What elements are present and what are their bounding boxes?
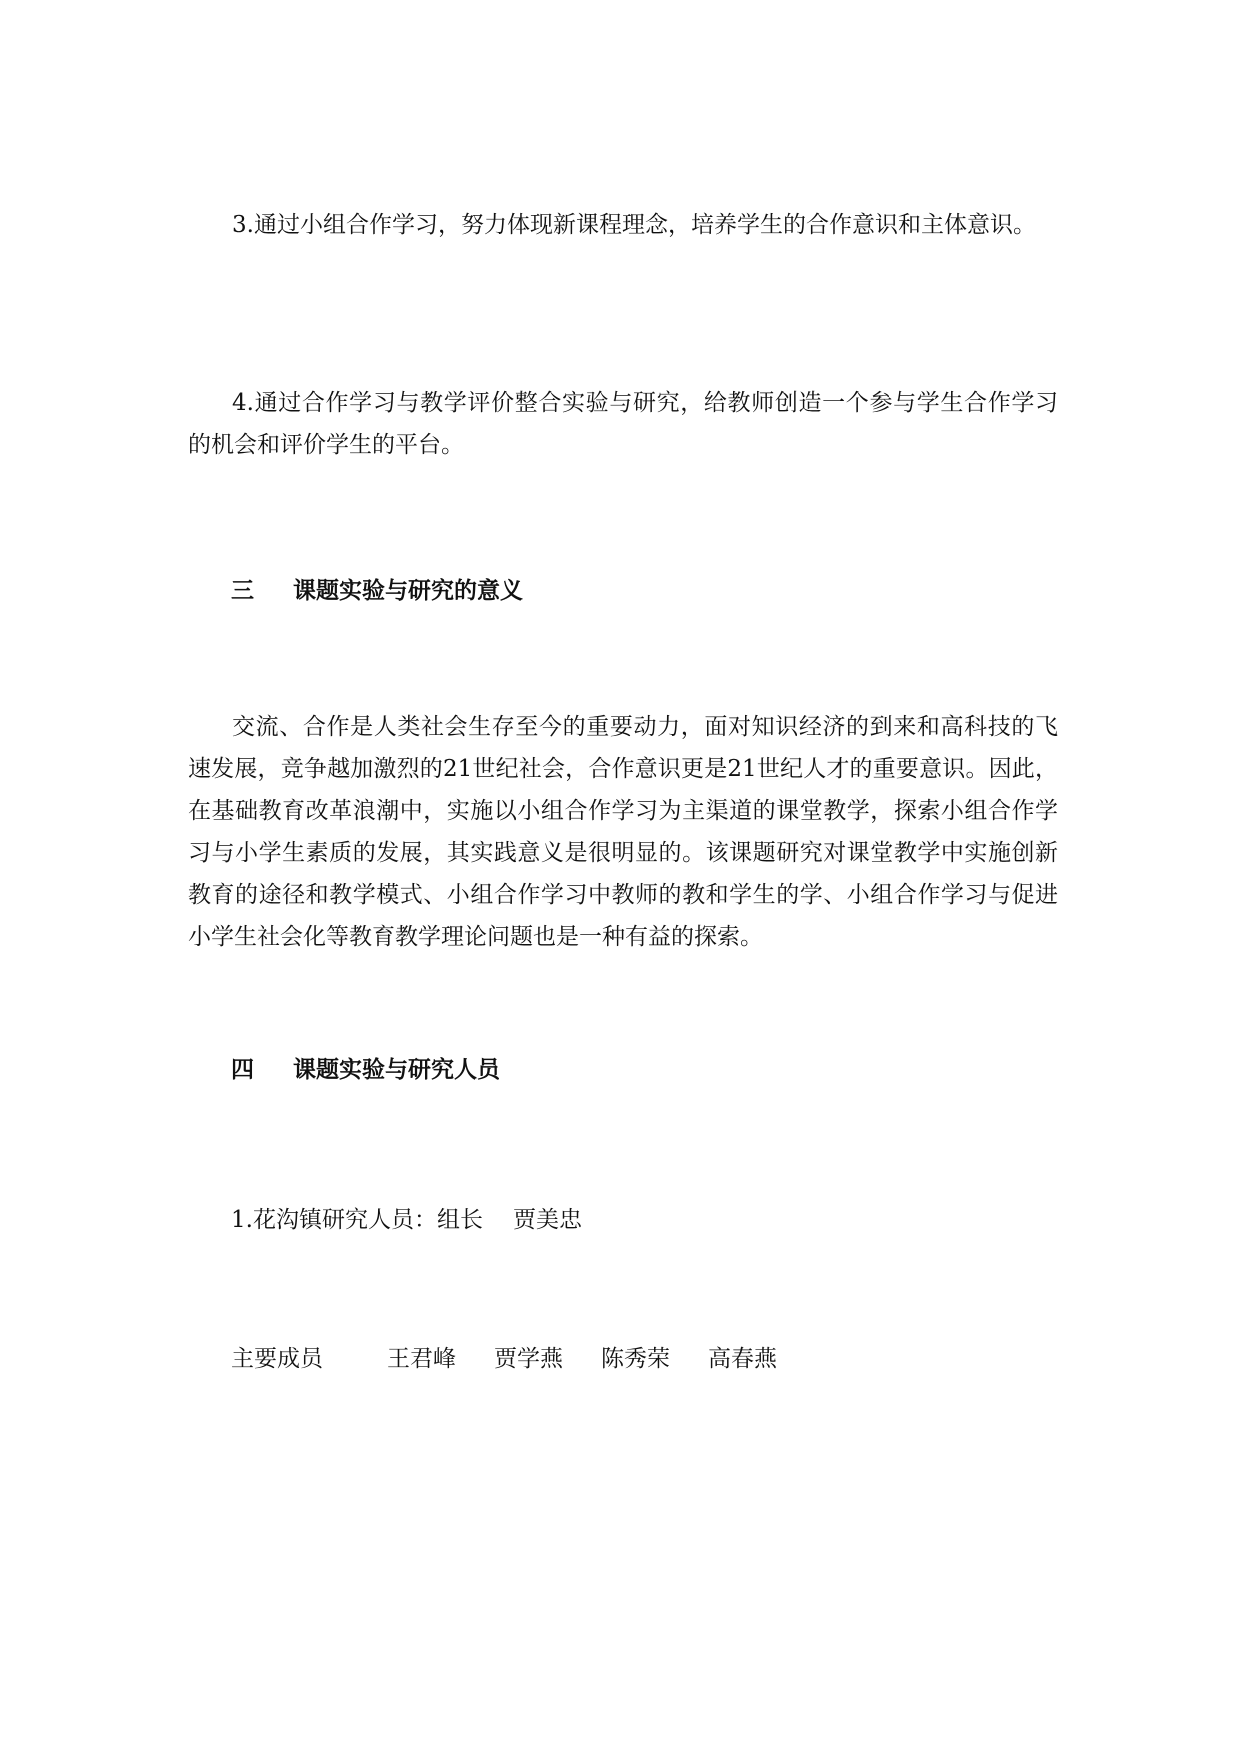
member-name: 王君峰	[387, 1346, 456, 1372]
staff-leader-line	[231, 1199, 582, 1241]
members-label: 主要成员	[231, 1346, 323, 1372]
leader-name: 贾美忠	[512, 1207, 582, 1233]
section-number: 三	[231, 578, 254, 604]
paragraph-item-4: 4.通过合作学习与教学评价整合实验与研究，给教师创造一个参与学生合作学习的机会和评价学生的平台。	[188, 390, 1058, 458]
section-title: 课题实验与研究的意义	[293, 578, 523, 604]
section-title: 课题实验与研究人员	[293, 1057, 500, 1083]
member-name: 高春燕	[708, 1346, 777, 1372]
paragraph-item-3: 3.通过小组合作学习，努力体现新课程理念，培养学生的合作意识和主体意识。	[232, 212, 1036, 238]
section-number: 四	[231, 1057, 254, 1083]
section-heading-3	[231, 570, 523, 612]
member-name: 陈秀荣	[601, 1346, 670, 1372]
staff-members-line	[231, 1338, 777, 1380]
leader-label: 1.花沟镇研究人员：组长	[231, 1207, 483, 1233]
section-heading-4	[231, 1049, 500, 1091]
member-name: 贾学燕	[494, 1346, 563, 1372]
paragraph-significance: 交流、合作是人类社会生存至今的重要动力，面对知识经济的到来和高科技的飞速发展，竞争越加激烈的21世纪社会，合作意识更是21世纪人才的重要意识。因此，在基础教育改革浪潮中，实施以小组合作学习为主渠道的课堂教学，探索小组合作学习与小学生素质的发展，其实践意义是很明显的。该课题研究对课堂教学中实施创新教育的途径和教学模式、小组合作学习中教师的教和学生的学、小组合作学习与促进小学生社会化等教育教学理论问题也是一种有益的探索。	[188, 714, 1058, 950]
